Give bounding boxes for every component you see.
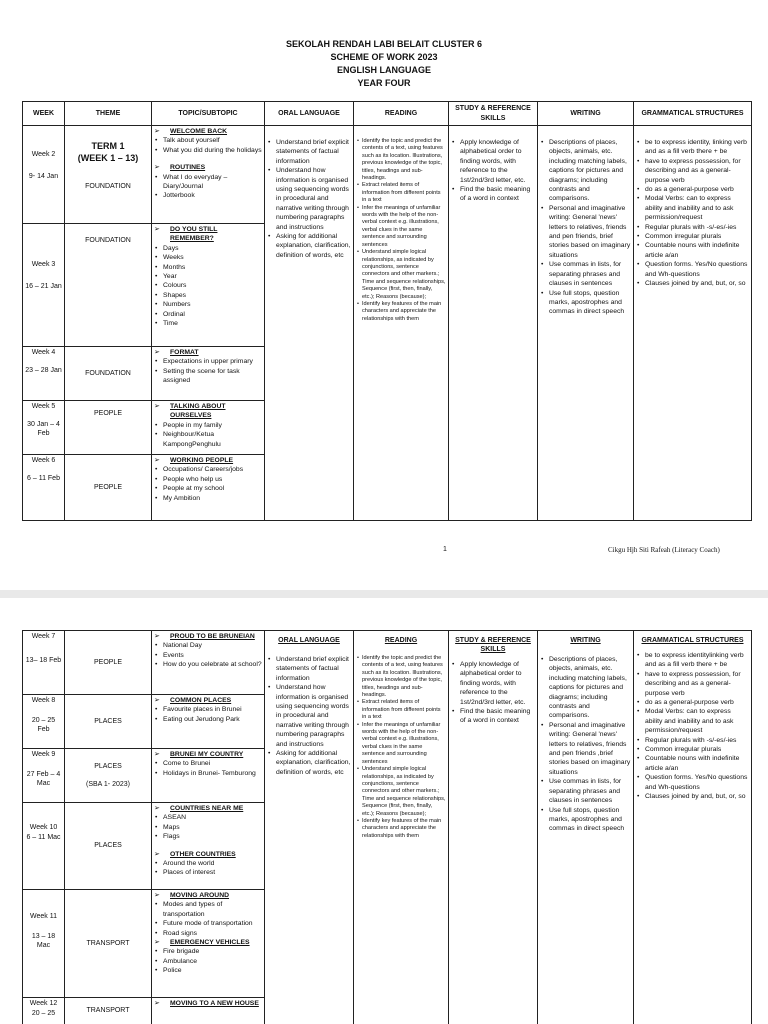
oral-header: ORAL LANGUAGE bbox=[278, 637, 340, 644]
topic-cell bbox=[152, 695, 265, 749]
list-item: • Extract related items of information from different points in a text bbox=[356, 182, 446, 204]
list-item: • Question forms. Yes/No questions and Wh-questions bbox=[636, 260, 749, 279]
grammar-cell bbox=[634, 126, 752, 521]
theme-cell: TRANSPORT bbox=[65, 998, 152, 1024]
theme-cell: PLACES bbox=[65, 803, 152, 890]
topic-cell bbox=[152, 890, 265, 998]
list-item: • Asking for additional explanation, clarification, definition of words, etc bbox=[267, 232, 351, 260]
list-item: • People at my school bbox=[154, 484, 262, 493]
list-item: • Holidays in Brunei- Temburong bbox=[154, 769, 262, 778]
week-cell: Week 3 16 – 21 Jan bbox=[23, 224, 65, 347]
list-item: • Use full stops, question marks, apostrophes and commas in direct speech bbox=[540, 806, 631, 834]
term-label: TERM 1 bbox=[91, 141, 125, 151]
col-theme: THEME bbox=[65, 102, 152, 126]
theme-cell: PEOPLE bbox=[65, 631, 152, 695]
list-item: • Identify key features of the main characters and appreciate the relationships with them bbox=[356, 818, 446, 840]
theme-cell: TERM 1 (WEEK 1 – 13) FOUNDATION bbox=[65, 126, 152, 224]
list-item: • Extract related items of information from different points in a text bbox=[356, 699, 446, 721]
list-item: • Use full stops, question marks, apostrophes and commas in direct speech bbox=[540, 289, 631, 317]
list-item: • Understand brief explicit statements of factual information bbox=[267, 655, 351, 683]
list-item: • Ordinal bbox=[154, 310, 262, 319]
subtopic-title: ➢ FORMAT bbox=[154, 348, 262, 357]
week-cell: Week 11 13 – 18 Mac bbox=[23, 890, 65, 998]
list-item: • Common irregular plurals bbox=[636, 745, 749, 754]
theme-cell: FOUNDATION bbox=[65, 347, 152, 401]
list-item: • Ambulance bbox=[154, 957, 262, 966]
list-item: • Infer the meanings of unfamiliar words with the help of the non-verbal context e.g. illustrations, verbal clues in the same sentence and surrounding sentences bbox=[356, 205, 446, 249]
list-item: • be to express identitylinking verb and as a fill verb there + be bbox=[636, 651, 749, 670]
list-item: • Descriptions of places, objects, animals, etc. including matching labels, captions for pictures and diagrams; including contrasts and comparisons. bbox=[540, 655, 631, 721]
study-skills-cell bbox=[449, 126, 538, 521]
list-item: • Favourite places in Brunei bbox=[154, 705, 262, 714]
list-item: • be to express identity, linking verb and as a fill verb there + be bbox=[636, 138, 749, 157]
study-skills-cell bbox=[449, 631, 538, 1024]
grammar-header: GRAMMATICAL STRUCTURES bbox=[641, 637, 744, 644]
scheme-title: SCHEME OF WORK 2023 bbox=[330, 52, 438, 62]
list-item: • Come to Brunei bbox=[154, 759, 262, 768]
list-item: • Colours bbox=[154, 281, 262, 290]
col-grammar: GRAMMATICAL STRUCTURES bbox=[634, 102, 752, 126]
list-item: • People in my family bbox=[154, 421, 262, 430]
subtopic-title: ➢ BRUNEI MY COUNTRY bbox=[154, 750, 262, 759]
topic-cell bbox=[152, 347, 265, 401]
reading-cell bbox=[354, 126, 449, 521]
list-item: • Modes and types of transportation bbox=[154, 900, 262, 919]
scheme-table-page-2 bbox=[22, 630, 752, 1024]
col-reading: READING bbox=[354, 102, 449, 126]
list-item: • do as a general-purpose verb bbox=[636, 698, 749, 707]
topic-cell bbox=[152, 749, 265, 803]
list-item: • Flags bbox=[154, 832, 262, 841]
week-cell: Week 12 20 – 25 bbox=[23, 998, 65, 1024]
list-item: • Regular plurals with -s/-es/-ies bbox=[636, 736, 749, 745]
subtopic-title: ➢ PROUD TO BE BRUNEIAN bbox=[154, 632, 262, 641]
list-item: • do as a general-purpose verb bbox=[636, 185, 749, 194]
writing-header: WRITING bbox=[570, 637, 601, 644]
subject-title: ENGLISH LANGUAGE bbox=[336, 65, 431, 75]
list-item: • Time bbox=[154, 319, 262, 328]
writing-cell bbox=[538, 126, 634, 521]
scheme-table-page-1 bbox=[22, 101, 752, 521]
theme-cell: PLACES (SBA 1- 2023) bbox=[65, 749, 152, 803]
week-cell: Week 4 23 – 28 Jan bbox=[23, 347, 65, 401]
col-study: STUDY & REFERENCE SKILLS bbox=[449, 102, 538, 126]
list-item: • Descriptions of places, objects, animals, etc. including matching labels, captions for pictures and diagrams; including contrasts and comparisons. bbox=[540, 138, 631, 204]
list-item: • Understand brief explicit statements of factual information bbox=[267, 138, 351, 166]
list-item: • Identify the topic and predict the contents of a text, using features such as its location. Illustrations, previous knowledge of the topic, titles, headings and sub-headings. bbox=[356, 655, 446, 699]
list-item: • Apply knowledge of alphabetical order to finding words, with reference to the 1st/2nd/3rd letter, etc. bbox=[451, 660, 535, 707]
col-writing: WRITING bbox=[538, 102, 634, 126]
table-header-row bbox=[23, 102, 752, 126]
week-cell: Week 7 13– 18 Feb bbox=[23, 631, 65, 695]
week-cell: Week 5 30 Jan – 4 Feb bbox=[23, 401, 65, 455]
list-item: • Find the basic meaning of a word in context bbox=[451, 707, 535, 726]
subtopic-title: ➢ OTHER COUNTRIES bbox=[154, 850, 262, 859]
list-item: • People who help us bbox=[154, 475, 262, 484]
topic-cell bbox=[152, 126, 265, 224]
list-item: • Around the world bbox=[154, 859, 262, 868]
list-item: • Days bbox=[154, 244, 262, 253]
week-cell: Week 9 27 Feb – 4 Mac bbox=[23, 749, 65, 803]
list-item: • Apply knowledge of alphabetical order to finding words, with reference to the 1st/2nd/3rd letter, etc. bbox=[451, 138, 535, 185]
list-item: • Events bbox=[154, 651, 262, 660]
col-topic: TOPIC/SUBTOPIC bbox=[152, 102, 265, 126]
list-item: • Countable nouns with indefinite article a/an bbox=[636, 754, 749, 773]
study-header: STUDY & REFERENCE SKILLS bbox=[455, 637, 531, 653]
list-item: • Question forms. Yes/No questions and Wh-questions bbox=[636, 773, 749, 792]
list-item: • Months bbox=[154, 263, 262, 272]
footer-author: Cikgu Hjh Siti Rafeah (Literacy Coach) bbox=[608, 546, 720, 554]
list-item: • Maps bbox=[154, 823, 262, 832]
topic-cell bbox=[152, 803, 265, 890]
list-item: • Neighbour/Ketua KampongPenghulu bbox=[154, 430, 262, 449]
topic-cell bbox=[152, 455, 265, 521]
theme-cell: PEOPLE bbox=[65, 455, 152, 521]
list-item: • Identify key features of the main characters and appreciate the relationships with them bbox=[356, 301, 446, 323]
list-item: • Identify the topic and predict the contents of a text, using features such as its location. Illustrations, previous knowledge of the topic, titles, headings and sub-headings. bbox=[356, 138, 446, 182]
list-item: • Expectations in upper primary bbox=[154, 357, 262, 366]
week-cell: Week 10 6 – 11 Mac bbox=[23, 803, 65, 890]
list-item: • ASEAN bbox=[154, 813, 262, 822]
subtopic-title: ➢ WELCOME BACK bbox=[154, 127, 262, 136]
theme-cell: FOUNDATION bbox=[65, 224, 152, 347]
subtopic-title: ➢ EMERGENCY VEHICLES bbox=[154, 938, 262, 947]
list-item: • Weeks bbox=[154, 253, 262, 262]
list-item: • Clauses joined by and, but, or, so bbox=[636, 792, 749, 801]
list-item: • Asking for additional explanation, clarification, definition of words, etc bbox=[267, 749, 351, 777]
list-item: • Find the basic meaning of a word in context bbox=[451, 185, 535, 204]
list-item: • Understand simple logical relationships, as indicated by conjunctions, sentence connectors and other markers.; Time and sequence relationships, Sequence (first, then, finally, etc.); Reasons (because); bbox=[356, 766, 446, 818]
list-item: • Occupations/ Careers/jobs bbox=[154, 465, 262, 474]
list-item: • Personal and imaginative writing: General 'news' letters to relatives, friends and pen friends, brief stories based on imaginary situations bbox=[540, 204, 631, 260]
list-item: • have to express possession, for describing and as a general-purpose verb bbox=[636, 157, 749, 185]
list-item: • Future mode of transportation bbox=[154, 919, 262, 928]
topic-cell bbox=[152, 401, 265, 455]
topic-cell bbox=[152, 998, 265, 1024]
list-item: • Modal Verbs: can to express ability and inability and to ask permission/request bbox=[636, 194, 749, 222]
subtopic-title: ➢ ROUTINES bbox=[154, 163, 262, 172]
grammar-cell bbox=[634, 631, 752, 1024]
list-item: • Jotterbook bbox=[154, 191, 262, 200]
list-item: • Infer the meanings of unfamiliar words with the help of the non-verbal context e.g. illustrations, verbal clues in the same sentence and surrounding sentences bbox=[356, 722, 446, 766]
list-item: • Understand simple logical relationships, as indicated by conjunctions, sentence connectors and other markers.; Time and sequence relationships, Sequence (first, then, finally, etc.); Reasons (because); bbox=[356, 249, 446, 301]
col-week: WEEK bbox=[23, 102, 65, 126]
subtopic-title: ➢ MOVING AROUND bbox=[154, 891, 262, 900]
list-item: • Eating out Jerudong Park bbox=[154, 715, 262, 724]
subtopic-title: ➢ COUNTRIES NEAR ME bbox=[154, 804, 262, 813]
year-title: YEAR FOUR bbox=[357, 78, 411, 88]
page-number: 1 bbox=[443, 546, 447, 553]
list-item: • What I do everyday – Diary/Journal bbox=[154, 173, 262, 192]
subtopic-title: ➢ WORKING PEOPLE bbox=[154, 456, 262, 465]
list-item: • have to express possession, for describing and as a general-purpose verb bbox=[636, 670, 749, 698]
list-item: • Use commas in lists, for separating phrases and clauses in sentences bbox=[540, 260, 631, 288]
list-item: • National Day bbox=[154, 641, 262, 650]
subtopic-title: ➢ COMMON PLACES bbox=[154, 696, 262, 705]
list-item: • Talk about yourself bbox=[154, 136, 262, 145]
list-item: • How do you celebrate at school? bbox=[154, 660, 262, 669]
school-name: SEKOLAH RENDAH LABI BELAIT CLUSTER 6 bbox=[285, 39, 482, 49]
list-item: • Countable nouns with indefinite article a/an bbox=[636, 241, 749, 260]
table-row bbox=[23, 631, 752, 695]
writing-cell bbox=[538, 631, 634, 1024]
list-item: • Personal and imaginative writing: General 'news' letters to relatives, friends and pen friends ,brief stories based on imaginary situations bbox=[540, 721, 631, 777]
col-oral: ORAL LANGUAGE bbox=[265, 102, 354, 126]
subtopic-title: ➢ DO YOU STILL REMEMBER? bbox=[154, 225, 262, 244]
subtopic-title: ➢ TALKING ABOUT OURSELVES bbox=[154, 402, 262, 421]
reading-cell bbox=[354, 631, 449, 1024]
table-row bbox=[23, 126, 752, 224]
list-item: • Police bbox=[154, 966, 262, 975]
sba-note: (SBA 1- 2023) bbox=[86, 780, 130, 788]
theme-cell: PLACES bbox=[65, 695, 152, 749]
topic-cell bbox=[152, 224, 265, 347]
list-item: • Modal Verbs: can to express ability and inability and to ask permission/request bbox=[636, 707, 749, 735]
reading-header: READING bbox=[384, 637, 418, 644]
list-item: • Regular plurals with -s/-es/-ies bbox=[636, 223, 749, 232]
theme-cell: TRANSPORT bbox=[65, 890, 152, 998]
list-item: • Setting the scene for task assigned bbox=[154, 367, 262, 386]
topic-cell bbox=[152, 631, 265, 695]
list-item: • Shapes bbox=[154, 291, 262, 300]
list-item: • Year bbox=[154, 272, 262, 281]
week-cell: Week 6 6 – 11 Feb bbox=[23, 455, 65, 521]
list-item: • Numbers bbox=[154, 300, 262, 309]
subtopic-title: ➢ MOVING TO A NEW HOUSE bbox=[154, 999, 262, 1008]
list-item: • Common irregular plurals bbox=[636, 232, 749, 241]
document-page-2 bbox=[0, 598, 768, 1024]
week-cell: Week 2 9- 14 Jan bbox=[23, 126, 65, 224]
list-item: • Places of interest bbox=[154, 868, 262, 877]
list-item: • Use commas in lists, for separating phrases and clauses in sentences bbox=[540, 777, 631, 805]
oral-language-cell bbox=[265, 126, 354, 521]
list-item: • What you did during the holidays bbox=[154, 146, 262, 155]
list-item: • Fire brigade bbox=[154, 947, 262, 956]
term-weeks: (WEEK 1 – 13) bbox=[77, 153, 139, 163]
week-cell: Week 8 20 – 25 Feb bbox=[23, 695, 65, 749]
list-item: • Understand how information is organised using sequencing words in procedural and narrative writing through numbering paragraphs and instructions bbox=[267, 166, 351, 232]
list-item: • Clauses joined by and, but, or, so bbox=[636, 279, 749, 288]
theme-cell: PEOPLE bbox=[65, 401, 152, 455]
list-item: • My Ambition bbox=[154, 494, 262, 503]
list-item: • Understand how information is organised using sequencing words in procedural and narrative writing through numbering paragraphs and instructions bbox=[267, 683, 351, 749]
list-item: • Road signs bbox=[154, 929, 262, 938]
oral-language-cell bbox=[265, 631, 354, 1024]
